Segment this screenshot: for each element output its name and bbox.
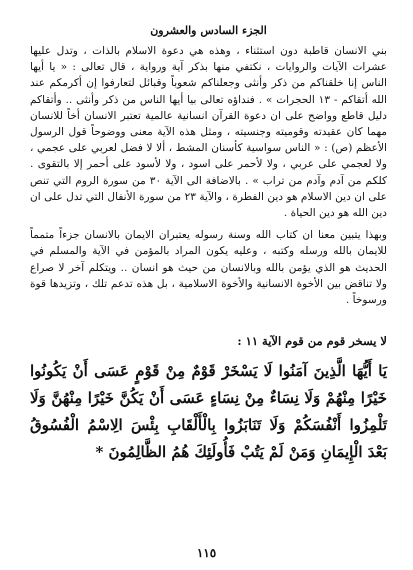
running-header: الجزء السادس والعشرون <box>150 24 267 37</box>
body-text <box>30 43 387 308</box>
quran-verse: يَا أَيُّهَا الَّذِينَ آمَنُوا لَا يَسْخَرْ قَوْمٌ مِنْ قَوْمٍ عَسَى أَنْ يَكُونُوا خَيْرًا مِنْهُمْ وَلَا نِسَاءٌ مِنْ نِسَاءٍ عَسَى أَنْ يَكُنَّ خَيْرًا مِنْهُنَّ وَلَا تَلْمِزُوا أَنْفُسَكُمْ وَلَا تَنَابَزُوا بِالْأَلْقَابِ بِئْسَ الِاسْمُ الْفُسُوقُ بَعْدَ الْإِيمَانِ وَمَنْ لَمْ يَتُبْ فَأُولَئِكَ هُمُ الظَّالِمُونَ * <box>30 362 387 462</box>
paragraph-2: وبهذا يتبين معنا ان كتاب الله وسنة رسوله يعتبران الايمان بالانسان جزءاً متمماً للايمان بالله ورسله وكتبه ، وعليه يكون المراد بالمؤمن في الآية والمسلم في الحديث هو الذي يؤمن بالله وبالانسان من حيث هو انسان .. ويتكلم آخر لا صراع ولا تناقض بين الأخوة الانسانية والأخوة الاسلامية ، بل هذه تدعم تلك ، وتزيدها قوة ورسوخاً . <box>30 229 387 307</box>
paragraph-1: بني الانسان قاطبة دون استثناء ، وهذه هي دعوة الاسلام بالذات ، وتدل عليها عشرات الآيات والروايات ، نكتفي منها بذكر آية ورواية ، قال تعالى : « يا أيها الناس إنا خلقناكم من ذكر وأنثى وجعلناكم شعوباً وقبائل لتعارفوا إن أكرمكم عند الله أتقاكم - ١٣ الحجرات » . فنداؤه تعالى بيا أيها الناس من ذكر وأنثى .. وأتقاكم دليل قاطع وواضح على ان دعوة القرآن انسانية عالمية تعتبر الانسان أخاً للانسان مهما كان عقيدته وقوميته وجنسيته ، ومثل هذه الآية معنى ووضوحاً قول الرسول الأعظم (ص) : « الناس سواسية كأسنان المشط ، ألا لا فضل لعربي على عجمي ، ولا لعجمي على عربي ، ولا لأحمر على اسود ، ولا لأسود على أحمر إلا بالتقوى . كلكم من آدم وآدم من تراب » . بالاضافة الى الآية ٣٠ من سورة الروم التي تنص على ان دين الاسلام هو دين الفطرة ، والآية ٢٣ من سورة الأنفال التي تدل على ان دين الله هو دين الحياة . <box>30 45 387 220</box>
section-heading: لا يسخر قوم من قوم الآية ١١ : <box>237 334 387 349</box>
page-number: ١١٥ <box>196 546 217 560</box>
